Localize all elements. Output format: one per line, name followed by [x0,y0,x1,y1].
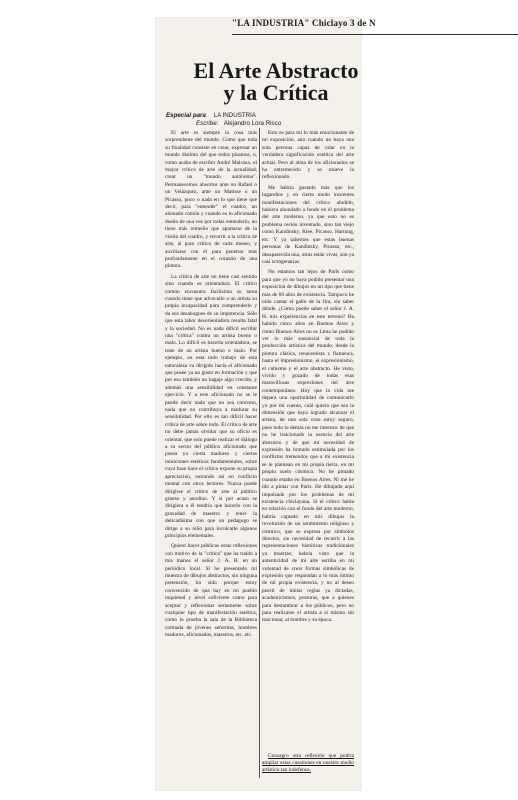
paragraph: No estamos tan lejos de París como para que yo no haya podido presentar una exposición de dibujos en un tipo que tiene más de 60 años de existencia. Tampoco he oído cantar el gallo de la Jira, sin saber dónde. ¿Cómo puede saber el señor J. A. H. mis experiencias en este terreno? Ha habido cinco años en Buenos Aires y como Buenos Aires no es Lima he podido ver lo más sustancial de toda la producción artística del mundo, desde la pintura clásica, renacentista y flamenca, hasta el impresionismo, el expresionismo, el cubismo y el arte abstracto. He visto, vivido y gozado de todas esas maravillosas expresiones del arte contemporáneo. Hoy que la vida me depara una oportunidad de comunicarlo yo por mi cuenta, cuál quiera que sea la dimensión que haya logrado alcanzar el artista, de una sola cosa estoy seguro, pues todo lo demás no me interesa: de que no he traicionado la esencia del arte abstracto y de que mi necesidad de expresión ha brotado estimulada por los conflictos tremendos que a mi existencia se le plantean en mi propia tierra, en mi propio suelo cósmico. No he pintado cuando estaba en Buenos Aires. Ni me he ido a pintar con París. He dibujado aquí impulsado por los problemas de mi existencia chiclayana. Si el crítico habla en relación con el fondo del arte moderno, habría captado en mis dibujos la revolución de un sentimiento religioso y cósmico, que se expresa por símbolos directos, sin necesidad de recurrir a las representaciones históricas tradicionales ya muertas; habría visto que la autenticidad de mi arte estriba en mi voluntad de crear formas simbólicas de expresión que respondan a lo más íntimo de mi propia existencia, y no al deseo pueril de imitar reglas ya dictadas, academicismos, posturas, que a quienes para deslumbrar a los públicos, pero no para realizarse el artista a sí mismo sin traicionar, al hombre y su época. [262,269,354,624]
article-title [186,60,366,104]
paragraph: Quiero hacer públicas estas reflexiones con motivo de la "crítica" que ha traído a mis manos el señor J. A. H. en un periódico local. Si he presentado mi muestra de dibujos abstractos, sin ninguna pretensión, ha sido porque estoy convencido de que hay en mi pueblo inquietud y nivel suficiente como para aceptar y reflexionar seriamente sobre cualquier tipo de manifestación estética, como lo prueba la sala de la Biblioteca colmada de jóvenes señoritas, hombres maduros, aficionados, maestros, etc. etc. [165,543,257,639]
paragraph: Me habría gustado más que los lugareños y en cierto modo inocentes manifestaciones del crítico aludido, hubiera ahondado a fondo en el problema del arte moderno, ya que esto no es problema recién inventado, sino tan viejo como Kandinsky, Klee, Picasso, Hartung, etc. Y ya sabemos que estas buenas personas de Kandinsky, Picasso, etc., desaparecida una, otras están vivas, son ya casi octogenarias. [262,184,354,265]
byline-publication: LA INDUSTRIA [213,112,256,119]
byline [166,112,356,128]
column-divider [259,128,260,778]
newspaper-masthead: "LA INDUSTRIA" Chiclayo 3 de N [232,18,518,35]
article-column-left [165,130,257,770]
paragraph: La crítica de arte no tiene casi sentido sino cuando es orientadora. El crítico común encuentra facilísima su tarea cuando tiene que advocarle a un artista su propia incapacidad para comprenderlo y da sus desahogues de su impotencia. Sólo que esta labor desorientadora resulta fatal y la sociedad. No es nada difícil escribir una "crítica" contra un artista bueno o malo. Lo difícil es hacerla orientadora, se trate de un artista bueno o malo. Por ejemplo, en esta todo trabajo de esta naturaleza va dirigido hacia el aficionado que posee ya un gusto en formación y que por eso también un bagaje algo crecido, y además una sensibilidad en constante ejercicio. Y a este aficionado no se le puede decir nada que no sea concreto, nada que no contribuya a madurar su sensibilidad. Por ello es tan difícil hacer crítica de arte sobre todo. El crítico de arte no debe jamás olvidar que su oficio es orientar, que solo puede realizar el diálogo a su sector del público aficionado que posea ya cierta madurez y ciertas intuiciones estéticas fundamentales, sobre cuya base hace el crítico expone su propia apreciación, entrando así en conflicto mental con otros lectores. Nunca puede dirigirse el crítico de arte al público grueso y anodino. Y si por acaso se dirigiera a él tendría que hacerlo con la gravedad de maestro y tener la delicadísima con que un pedagogo se dirige a su niño para inculcarle algunos principios elementales. [165,273,257,539]
byline-label-2: Escribe: [196,120,219,127]
byline-author: Alejandro Lora Risco [223,120,282,127]
byline-label-1: Especial para [166,112,206,119]
paragraph: Esto es para mí lo más emocionante de mi exposición, aún cuando no haya una sola persona capaz de calar en la verdadera significación estética del arte actual. Pero al alma de los aficionados se ha entremecido y se mueve la reflexionado. [262,130,354,181]
paragraph: El arte es siempre la cosa más sorprendente del mundo. Como que toda su finalidad consiste en crear, expresar un mundo distinto del que todos pisamos, o, como acaba de escribir André Malraux, el mayor crítico de arte de la actualidad, crear un "mundo autónomo". Permanecemos absortos ante un Rafael o un Velázquez, ante un Matisse o un Picasso, poco o nada en lo que tiene que decir, para "entender" el cuadro, un alienado común y cuando es lo aficionado dueño de una vez por todas entenderlo, no tiene más remedio que apartarse de la visión del cuadro, y recurrir a la crítica de arte, al gran crítico de cada museo, y auxiliarse con él para penetrar más profundamente en el corazón de una pintura. [165,130,257,270]
title-line-1: El Arte Abstracto [193,58,359,83]
title-line-2: y la Crítica [223,80,329,105]
article-column-right [262,130,354,790]
article-end-note: Consagro otra reflexión que podría ampliar estas cuestiones en nuestro medio artístico tan indefenso. [262,753,354,773]
